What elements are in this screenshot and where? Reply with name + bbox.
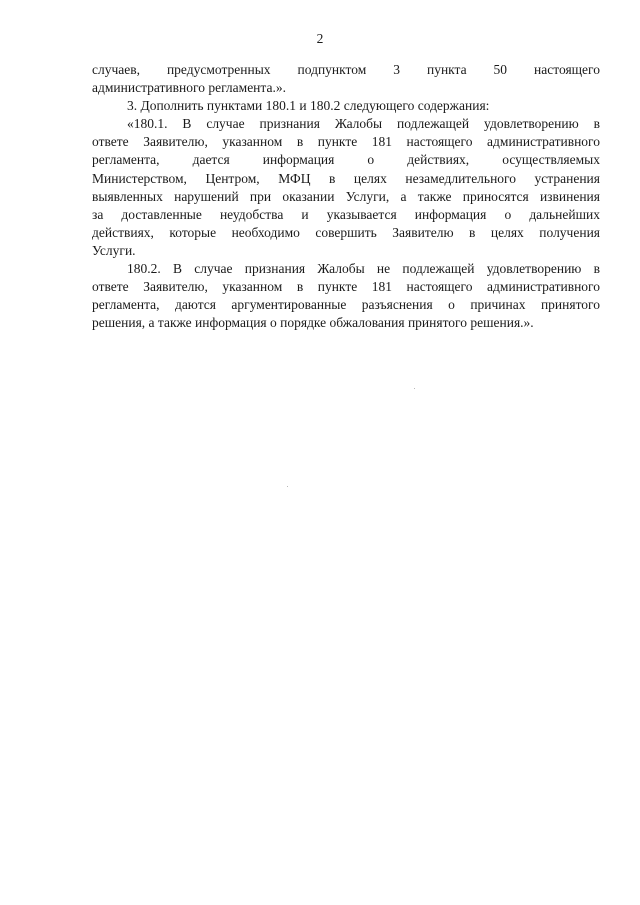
text-line: действиях, которые необходимо совершить Заявителю в целях получения [92,224,600,240]
paragraph-180-2 [92,260,600,332]
text-line: случаев, предусмотренных подпунктом 3 пункта 50 настоящего [92,62,600,77]
text-line: выявленных нарушений при оказании Услуги, а также приносятся извинения [92,188,600,204]
scan-speck [287,486,288,487]
paragraph-continuation [92,61,600,97]
text-line: Министерством, Центром, МФЦ в целях незамедлительного устранения [92,170,600,186]
text-line: административного регламента.». [92,80,286,96]
text-line: ответе Заявителю, указанном в пункте 181 настоящего административного [92,279,600,295]
text-line: решения, а также информация о порядке обжалования принятого решения.». [92,315,534,331]
text-line: регламента, даются аргументированные разъяснения о причинах принятого [92,297,600,313]
text-line: Услуги. [92,242,136,258]
page-number: 2 [316,31,324,46]
text-line: 3. Дополнить пунктами 180.1 и 180.2 следующего содержания: [127,98,490,114]
text-line: «180.1. В случае признания Жалобы подлежащей удовлетворению в [127,116,600,132]
paragraph-180-1 [92,115,600,260]
paragraph-item-3 [92,97,600,115]
text-line: 180.2. В случае признания Жалобы не подлежащей удовлетворению в [127,261,600,277]
document-body [92,61,600,332]
text-line: ответе Заявителю, указанном в пункте 181 настоящего административного [92,134,600,150]
scan-speck [414,388,415,389]
text-line: за доставленные неудобства и указывается информация о дальнейших [92,206,600,222]
text-line: регламента, дается информация о действиях, осуществляемых [92,152,600,168]
